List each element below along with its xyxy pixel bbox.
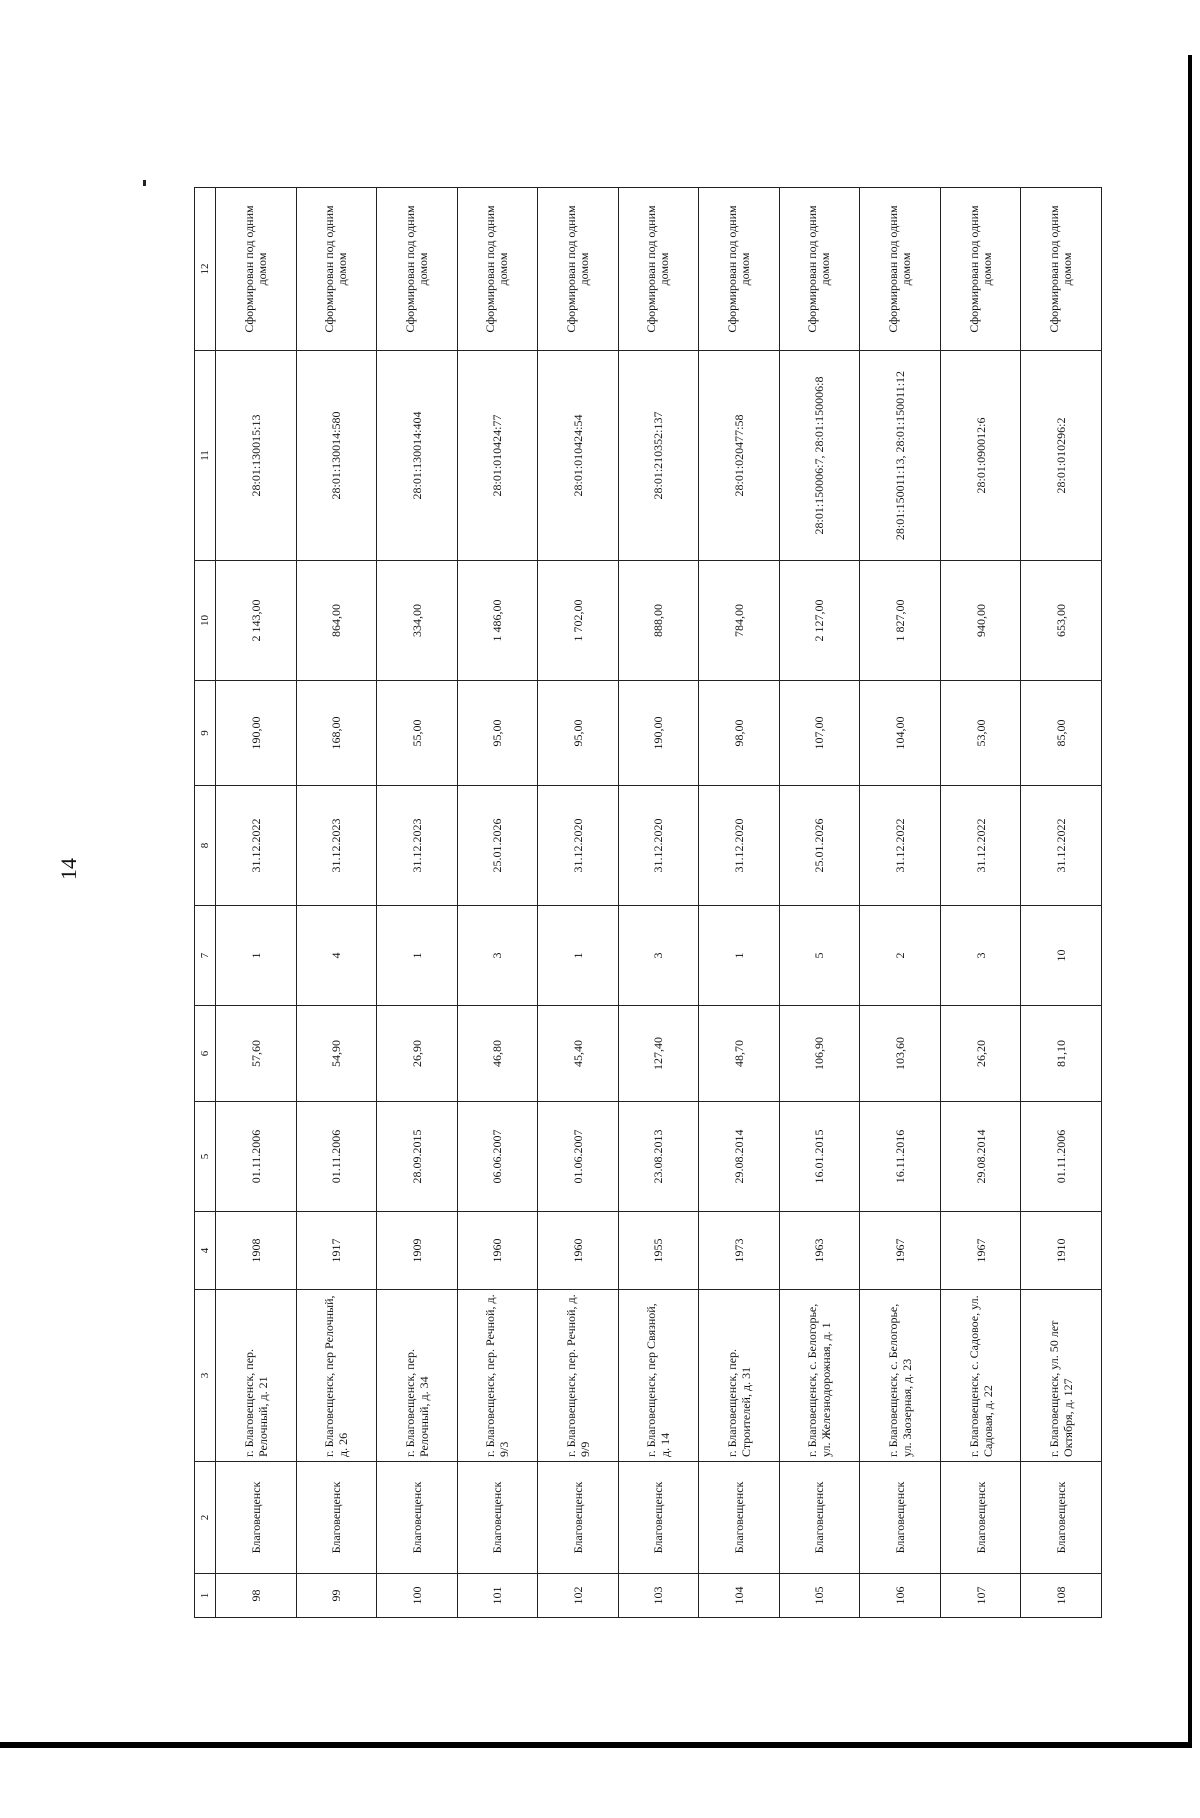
- column-number: 1: [195, 1574, 216, 1618]
- sq-cell: 98,00: [699, 681, 780, 786]
- status-cell: Сформирован под одним домом: [1021, 188, 1102, 351]
- deadline-cell: 31.12.2023: [377, 786, 458, 906]
- row-number: 106: [860, 1574, 941, 1618]
- status-cell: Сформирован под одним домом: [699, 188, 780, 351]
- address-cell: г. Благовещенск, пер Связной, д. 14: [618, 1290, 699, 1462]
- land-area-cell: 334,00: [377, 561, 458, 681]
- city-cell: Благовещенск: [779, 1462, 860, 1574]
- sq-cell: 55,00: [377, 681, 458, 786]
- sq-cell: 95,00: [538, 681, 619, 786]
- address-cell: г. Благовещенск, ул. 50 лет Октября, д. 127: [1021, 1290, 1102, 1462]
- status-cell: Сформирован под одним домом: [216, 188, 297, 351]
- table-row: [377, 188, 458, 1618]
- area-cell: 48,70: [699, 1006, 780, 1102]
- status-cell: Сформирован под одним домом: [940, 188, 1021, 351]
- column-number-row: [195, 188, 216, 1618]
- table-row: [699, 188, 780, 1618]
- land-area-cell: 2 127,00: [779, 561, 860, 681]
- build-year-cell: 1910: [1021, 1212, 1102, 1290]
- scan-border-right: [1188, 55, 1192, 1745]
- deadline-cell: 25.01.2026: [779, 786, 860, 906]
- table-row: [940, 188, 1021, 1618]
- sq-cell: 190,00: [216, 681, 297, 786]
- residents-cell: 10: [1021, 906, 1102, 1006]
- column-number: 2: [195, 1462, 216, 1574]
- status-cell: Сформирован под одним домом: [377, 188, 458, 351]
- address-cell: г. Благовещенск, пер. Релочный, д. 21: [216, 1290, 297, 1462]
- date-cell: 01.11.2006: [1021, 1102, 1102, 1212]
- address-cell: г. Благовещенск, пер. Строителей, д. 31: [699, 1290, 780, 1462]
- land-area-cell: 940,00: [940, 561, 1021, 681]
- deadline-cell: 31.12.2022: [860, 786, 941, 906]
- build-year-cell: 1967: [940, 1212, 1021, 1290]
- cadastral-number-cell: 28:01:020477:58: [699, 351, 780, 561]
- area-cell: 81,10: [1021, 1006, 1102, 1102]
- city-cell: Благовещенск: [860, 1462, 941, 1574]
- build-year-cell: 1960: [457, 1212, 538, 1290]
- address-cell: г. Благовещенск, с. Садовое, ул. Садовая, д. 22: [940, 1290, 1021, 1462]
- build-year-cell: 1908: [216, 1212, 297, 1290]
- city-cell: Благовещенск: [1021, 1462, 1102, 1574]
- status-cell: Сформирован под одним домом: [618, 188, 699, 351]
- land-area-cell: 864,00: [296, 561, 377, 681]
- residents-cell: 1: [538, 906, 619, 1006]
- address-cell: г. Благовещенск, пер. Релочный, д. 34: [377, 1290, 458, 1462]
- area-cell: 26,90: [377, 1006, 458, 1102]
- table-row: [216, 188, 297, 1618]
- residents-cell: 2: [860, 906, 941, 1006]
- residents-cell: 3: [618, 906, 699, 1006]
- address-cell: г. Благовещенск, пер. Речной, д. 9/9: [538, 1290, 619, 1462]
- cadastral-number-cell: 28:01:130014:404: [377, 351, 458, 561]
- land-area-cell: 1 702,00: [538, 561, 619, 681]
- page-number: 14: [56, 858, 81, 880]
- address-cell: г. Благовещенск, с. Белогорье, ул. Заозерная, д. 23: [860, 1290, 941, 1462]
- status-cell: Сформирован под одним домом: [457, 188, 538, 351]
- date-cell: 16.11.2016: [860, 1102, 941, 1212]
- date-cell: 16.01.2015: [779, 1102, 860, 1212]
- build-year-cell: 1955: [618, 1212, 699, 1290]
- column-number: 7: [195, 906, 216, 1006]
- area-cell: 46,80: [457, 1006, 538, 1102]
- land-area-cell: 888,00: [618, 561, 699, 681]
- row-number: 105: [779, 1574, 860, 1618]
- column-number: 5: [195, 1102, 216, 1212]
- table-row: [1021, 188, 1102, 1618]
- cadastral-number-cell: 28:01:130014:580: [296, 351, 377, 561]
- cadastral-number-cell: 28:01:010424:54: [538, 351, 619, 561]
- land-area-cell: 784,00: [699, 561, 780, 681]
- address-cell: г. Благовещенск, пер. Речной, д. 9/3: [457, 1290, 538, 1462]
- land-area-cell: 2 143,00: [216, 561, 297, 681]
- cadastral-number-cell: 28:01:010296:2: [1021, 351, 1102, 561]
- build-year-cell: 1960: [538, 1212, 619, 1290]
- sq-cell: 107,00: [779, 681, 860, 786]
- residents-cell: 4: [296, 906, 377, 1006]
- status-cell: Сформирован под одним домом: [296, 188, 377, 351]
- column-number: 11: [195, 351, 216, 561]
- date-cell: 01.06.2007: [538, 1102, 619, 1212]
- column-number: 10: [195, 561, 216, 681]
- cadastral-number-cell: 28:01:010424:77: [457, 351, 538, 561]
- date-cell: 29.08.2014: [699, 1102, 780, 1212]
- date-cell: 29.08.2014: [940, 1102, 1021, 1212]
- table-row: [860, 188, 941, 1618]
- registry-table-wrapper: [194, 188, 1102, 1618]
- row-number: 101: [457, 1574, 538, 1618]
- sq-cell: 190,00: [618, 681, 699, 786]
- build-year-cell: 1963: [779, 1212, 860, 1290]
- sq-cell: 95,00: [457, 681, 538, 786]
- deadline-cell: 31.12.2022: [1021, 786, 1102, 906]
- scan-speck: [143, 180, 146, 186]
- table-row: [779, 188, 860, 1618]
- build-year-cell: 1909: [377, 1212, 458, 1290]
- build-year-cell: 1967: [860, 1212, 941, 1290]
- date-cell: 23.08.2013: [618, 1102, 699, 1212]
- area-cell: 103,60: [860, 1006, 941, 1102]
- date-cell: 01.11.2006: [296, 1102, 377, 1212]
- table-row: [618, 188, 699, 1618]
- build-year-cell: 1917: [296, 1212, 377, 1290]
- scan-border-bottom: [0, 1742, 1192, 1748]
- status-cell: Сформирован под одним домом: [538, 188, 619, 351]
- deadline-cell: 31.12.2020: [538, 786, 619, 906]
- address-cell: г. Благовещенск, пер Релочный, д. 26: [296, 1290, 377, 1462]
- city-cell: Благовещенск: [940, 1462, 1021, 1574]
- deadline-cell: 31.12.2020: [699, 786, 780, 906]
- table-row: [296, 188, 377, 1618]
- residents-cell: 1: [216, 906, 297, 1006]
- land-area-cell: 653,00: [1021, 561, 1102, 681]
- row-number: 108: [1021, 1574, 1102, 1618]
- row-number: 98: [216, 1574, 297, 1618]
- area-cell: 57,60: [216, 1006, 297, 1102]
- land-area-cell: 1 486,00: [457, 561, 538, 681]
- address-cell: г. Благовещенск, с. Белогорье, ул. Железнодорожная, д. 1: [779, 1290, 860, 1462]
- registry-table: [194, 187, 1102, 1618]
- city-cell: Благовещенск: [538, 1462, 619, 1574]
- city-cell: Благовещенск: [457, 1462, 538, 1574]
- cadastral-number-cell: 28:01:210352:137: [618, 351, 699, 561]
- row-number: 99: [296, 1574, 377, 1618]
- sq-cell: 168,00: [296, 681, 377, 786]
- table-body: [195, 188, 1102, 1618]
- area-cell: 26,20: [940, 1006, 1021, 1102]
- cadastral-number-cell: 28:01:090012:6: [940, 351, 1021, 561]
- status-cell: Сформирован под одним домом: [860, 188, 941, 351]
- city-cell: Благовещенск: [618, 1462, 699, 1574]
- city-cell: Благовещенск: [216, 1462, 297, 1574]
- residents-cell: 3: [940, 906, 1021, 1006]
- column-number: 8: [195, 786, 216, 906]
- residents-cell: 5: [779, 906, 860, 1006]
- date-cell: 01.11.2006: [216, 1102, 297, 1212]
- land-area-cell: 1 827,00: [860, 561, 941, 681]
- date-cell: 28.09.2015: [377, 1102, 458, 1212]
- deadline-cell: 31.12.2022: [940, 786, 1021, 906]
- build-year-cell: 1973: [699, 1212, 780, 1290]
- sq-cell: 104,00: [860, 681, 941, 786]
- residents-cell: 3: [457, 906, 538, 1006]
- sq-cell: 85,00: [1021, 681, 1102, 786]
- deadline-cell: 31.12.2023: [296, 786, 377, 906]
- cadastral-number-cell: 28:01:130015:13: [216, 351, 297, 561]
- deadline-cell: 31.12.2020: [618, 786, 699, 906]
- date-cell: 06.06.2007: [457, 1102, 538, 1212]
- column-number: 9: [195, 681, 216, 786]
- column-number: 12: [195, 188, 216, 351]
- deadline-cell: 25.01.2026: [457, 786, 538, 906]
- deadline-cell: 31.12.2022: [216, 786, 297, 906]
- row-number: 100: [377, 1574, 458, 1618]
- area-cell: 106,90: [779, 1006, 860, 1102]
- column-number: 3: [195, 1290, 216, 1462]
- row-number: 107: [940, 1574, 1021, 1618]
- city-cell: Благовещенск: [377, 1462, 458, 1574]
- row-number: 103: [618, 1574, 699, 1618]
- row-number: 104: [699, 1574, 780, 1618]
- cadastral-number-cell: 28:01:150011:13, 28:01:150011:12: [860, 351, 941, 561]
- area-cell: 45,40: [538, 1006, 619, 1102]
- column-number: 4: [195, 1212, 216, 1290]
- table-row: [538, 188, 619, 1618]
- table-row: [457, 188, 538, 1618]
- status-cell: Сформирован под одним домом: [779, 188, 860, 351]
- area-cell: 127,40: [618, 1006, 699, 1102]
- city-cell: Благовещенск: [296, 1462, 377, 1574]
- cadastral-number-cell: 28:01:150006:7, 28:01:150006:8: [779, 351, 860, 561]
- sq-cell: 53,00: [940, 681, 1021, 786]
- row-number: 102: [538, 1574, 619, 1618]
- residents-cell: 1: [699, 906, 780, 1006]
- area-cell: 54,90: [296, 1006, 377, 1102]
- city-cell: Благовещенск: [699, 1462, 780, 1574]
- column-number: 6: [195, 1006, 216, 1102]
- residents-cell: 1: [377, 906, 458, 1006]
